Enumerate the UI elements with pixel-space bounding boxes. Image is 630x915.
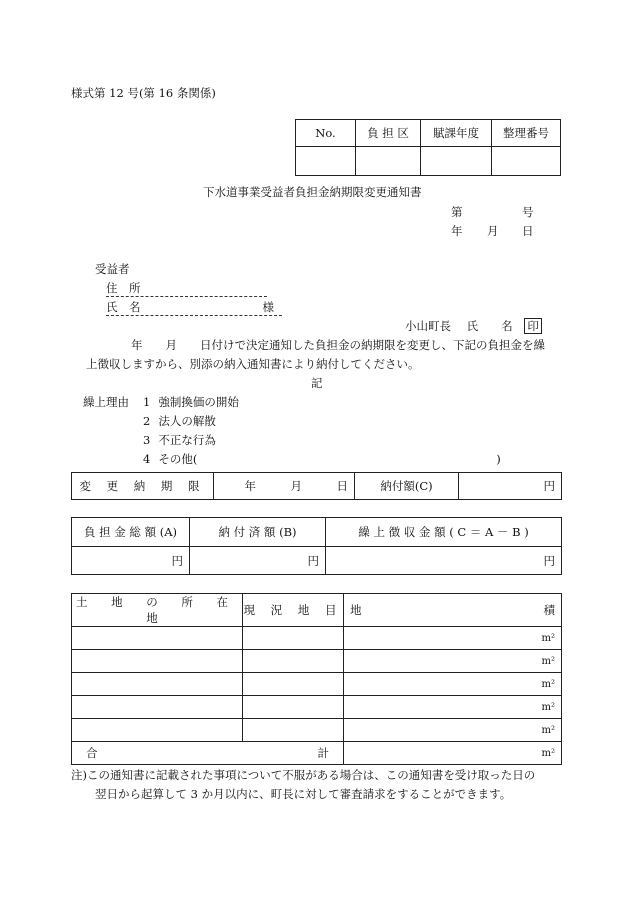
ki-heading: 記 <box>311 376 323 390</box>
area-unit: m² <box>344 719 562 742</box>
change-due-label: 変 更 納 期 限 <box>72 473 214 500</box>
ref-value-no <box>296 147 356 176</box>
reference-table <box>295 119 561 176</box>
recipient-address <box>106 280 267 297</box>
doc-number-prefix: 第 <box>451 205 463 219</box>
table-row <box>72 696 562 719</box>
body-line-1: 年 月 日付けで決定通知した負担金の納期限を変更し、下記の負担金を繰 <box>131 338 545 352</box>
land-table <box>71 593 562 765</box>
ref-value-category <box>356 147 421 176</box>
ref-header-category: 負 担 区 <box>356 120 421 147</box>
doc-number-suffix: 号 <box>522 205 534 219</box>
date-year: 年 <box>451 224 463 238</box>
header-area-right: 積 <box>543 603 555 617</box>
recipient-name <box>106 299 282 316</box>
document-title: 下水道事業受益者負担金納期限変更通知書 <box>203 185 422 199</box>
header-land-location: 土 地 の 所 在 地 <box>72 594 243 627</box>
reason-item-1 <box>143 394 239 410</box>
total-left: 合 <box>86 746 98 760</box>
seal-mark: 印 <box>524 318 542 334</box>
land-location-cell <box>72 719 243 742</box>
amount-table <box>71 517 562 575</box>
recipient-label: 受益者 <box>95 262 130 276</box>
ref-header-year: 賦課年度 <box>421 120 492 147</box>
area-unit: m² <box>344 627 562 650</box>
header-advance-amount: 繰 上 徴 収 金 額 ( C ＝ A － B ) <box>326 518 562 547</box>
reason-item-4 <box>143 451 501 467</box>
total-area-unit: m² <box>344 742 562 765</box>
reason-num: 4 <box>143 452 151 466</box>
reason-num: 3 <box>143 433 151 447</box>
change-due-date-table <box>71 472 562 500</box>
land-category-cell <box>243 673 344 696</box>
area-unit: m² <box>344 696 562 719</box>
total-right: 計 <box>317 746 329 760</box>
date-month: 月 <box>487 224 499 238</box>
form-number: 様式第 12 号(第 16 条関係) <box>71 86 216 100</box>
sender-title: 小山町長 <box>405 319 451 333</box>
address-label: 住 所 <box>106 280 267 297</box>
reason-item-3 <box>143 432 216 448</box>
total-row <box>72 742 562 765</box>
land-category-cell <box>243 696 344 719</box>
header-land-area <box>344 594 562 627</box>
reason-num: 2 <box>143 414 151 428</box>
total-amount-yen: 円 <box>72 547 190 575</box>
note-line-2: 翌日から起算して 3 か月以内に、町長に対して審査請求をすることができます。 <box>95 787 512 801</box>
reason-text: その他( ) <box>158 452 501 466</box>
payment-amount-label: 納付額(C) <box>355 473 459 500</box>
header-area-left: 地 <box>350 603 362 617</box>
reasons-label: 繰上理由 <box>83 395 129 409</box>
land-location-cell <box>72 650 243 673</box>
note-line-1: 注)この通知書に記載された事項について不服がある場合は、この通知書を受け取った日の <box>71 768 536 782</box>
land-location-cell <box>72 673 243 696</box>
area-unit: m² <box>344 673 562 696</box>
land-category-cell <box>243 650 344 673</box>
land-location-cell <box>72 696 243 719</box>
sender <box>405 318 542 334</box>
ref-header-serial: 整理番号 <box>492 120 561 147</box>
table-row <box>72 719 562 742</box>
reason-text: 法人の解散 <box>158 414 216 428</box>
payment-amount-yen: 円 <box>459 473 562 500</box>
header-total-amount: 負 担 金 総 額 (A) <box>72 518 190 547</box>
name-label: 氏 名 <box>106 300 141 314</box>
table-row <box>72 650 562 673</box>
land-category-cell <box>243 719 344 742</box>
advance-amount-yen: 円 <box>326 547 562 575</box>
date-day: 日 <box>522 224 534 238</box>
table-row <box>72 627 562 650</box>
ref-value-year <box>421 147 492 176</box>
reason-text: 強制換価の開始 <box>158 395 239 409</box>
land-location-cell <box>72 627 243 650</box>
body-line-2: 上徴収しますから、別添の納入通知書により納付してください。 <box>86 357 420 371</box>
reason-text: 不正な行為 <box>158 433 216 447</box>
sender-name-label: 氏 名 <box>466 319 513 333</box>
ref-header-no: No. <box>296 120 356 147</box>
change-due-date: 年 月 日 <box>214 473 355 500</box>
honorific: 様 <box>262 300 274 314</box>
paid-amount-yen: 円 <box>190 547 326 575</box>
name-line <box>106 299 282 316</box>
ref-value-serial <box>492 147 561 176</box>
total-label-cell <box>72 742 344 765</box>
land-category-cell <box>243 627 344 650</box>
reason-item-2 <box>143 413 216 429</box>
area-unit: m² <box>344 650 562 673</box>
reason-num: 1 <box>143 395 151 409</box>
header-land-category: 現 況 地 目 <box>243 594 344 627</box>
table-row <box>72 673 562 696</box>
header-paid-amount: 納 付 済 額 (B) <box>190 518 326 547</box>
